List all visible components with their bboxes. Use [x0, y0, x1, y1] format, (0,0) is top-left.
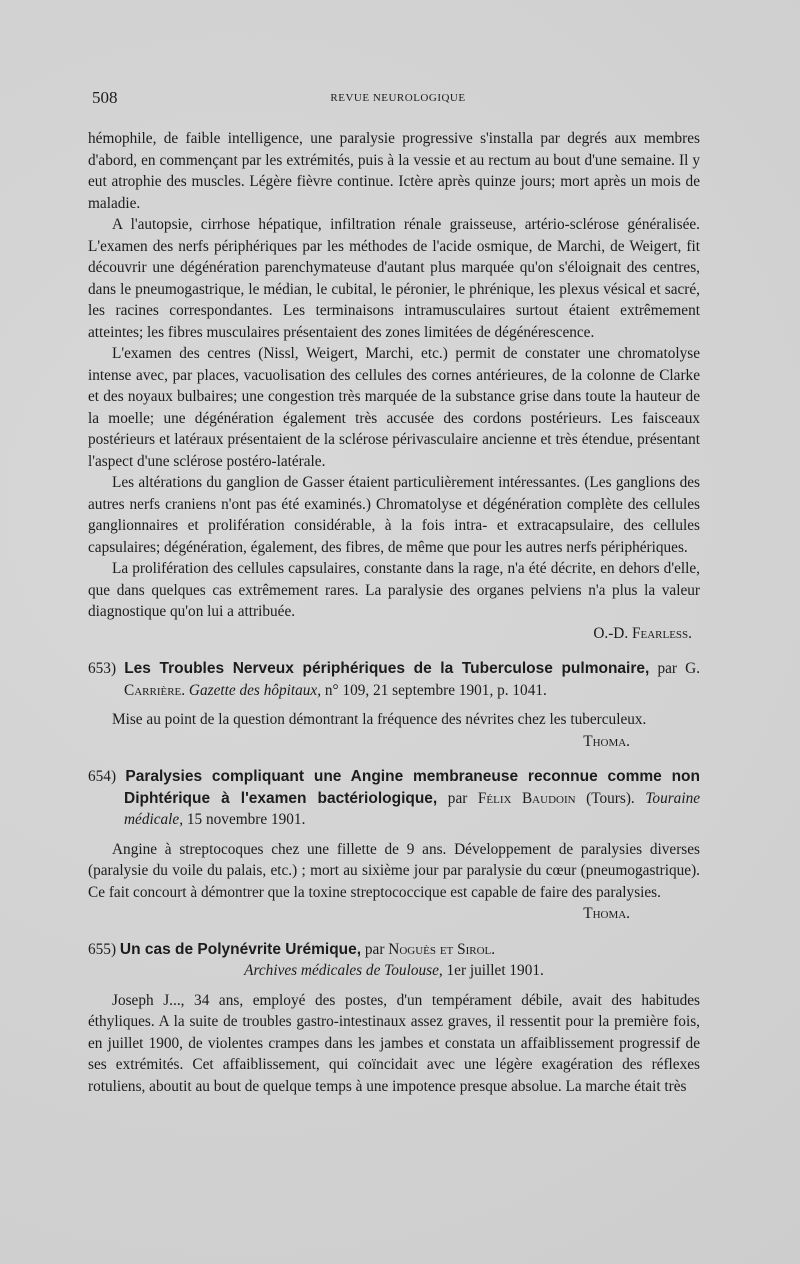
entry-details: 1er juillet 1901. — [446, 962, 544, 979]
review-entry — [88, 658, 700, 752]
entry-summary: Joseph J..., 34 ans, employé des postes, d'un tempérament débile, avait des habitudes éthyliques. A la suite de troubles gastro-intestinaux assez graves, il ressentit pour la première fois, en juillet 1900, de violentes crampes dans les jambes et constata un affaiblissement progressif de ses extrémités. Cet affaiblissement, qui coïncidait avec une légère exagération des réflexes rotuliens, aboutit au bout de quelque temps à une impotence presque absolue. La marche était très — [88, 991, 700, 1095]
signature: Thoma. — [583, 905, 630, 922]
entry-heading — [88, 658, 700, 701]
signature: Thoma. — [583, 732, 630, 750]
entry-details: n° 109, 21 septembre 1901, p. 1041. — [324, 681, 547, 699]
entry-by: par — [447, 789, 468, 807]
summary-text: Mise au point de la question démontrant la fréquence des névrites chez les tuberculeux. — [112, 711, 647, 728]
entry-by: par — [364, 940, 385, 958]
review-entry — [88, 766, 700, 925]
entry-source: Gazette des hôpitaux, — [188, 681, 322, 699]
entry-title: Les Troubles Nerveux périphériques de la Tuberculose pulmonaire, — [124, 660, 650, 677]
paragraph: hémophile, de faible intelligence, une paralysie progressive s'installa par degrés aux membres d'abord, en commençant par les extrémités, puis à la vessie et au rectum au bout d'une semaine. Il y eut atrophie des muscles. Légère fièvre continue. Ictère après quinze jours; mort après un mois de maladie. — [88, 130, 700, 212]
paragraph: La prolifération des cellules capsulaires, constante dans la rage, n'a été décrite, en dehors d'elle, que dans quelques cas extrêmement rares. La paralysie des organes pelviens n'a plus la valeur diagnostique qu'on lui a attribuée. — [88, 560, 700, 620]
entry-by: par — [657, 660, 678, 677]
paragraph: Les altérations du ganglion de Gasser étaient particulièrement intéressantes. (Les ganglions des autres nerfs craniens n'ont pas été examinés.) Chromatolyse et dégénération complète des cellules ganglionnaires et prolifération considérable, à la fois intra- et extracapsulaire, des cellules capsulaires; dégénération, également, des fibres, de même que pour les autres nerfs périphériques. — [88, 474, 700, 556]
entry-number: 655) — [88, 940, 117, 958]
entry-author: Félix Baudoin — [477, 789, 576, 807]
page-number: 508 — [92, 88, 118, 107]
paragraph: L'examen des centres (Nissl, Weigert, Marchi, etc.) permit de constater une chromatolyse intense avec, par places, vacuolisation des cellules des cornes antérieures, de la colonne de Clarke et des noyaux bulbaires; une congestion très marquée de la substance grise dans toute la hauteur de la moelle; une dégénération également très accusée des cordons postérieurs. Les faisceaux postérieurs et latéraux présentaient de la sclérose périvasculaire ancienne et très étendue, présentant l'aspect d'une sclérose postéro-latérale. — [88, 345, 700, 470]
entry-source-line — [88, 960, 700, 982]
entry-summary — [88, 839, 700, 925]
entry-summary — [88, 709, 700, 752]
signature: O.-D. Fearless. — [593, 624, 692, 642]
entry-title: Paralysies compliquant une Angine membraneuse reconnue comme non Diphtérique à l'examen bactériologique, — [124, 768, 700, 807]
entry-source: Archives médicales de Toulouse, — [244, 962, 443, 979]
page-header — [92, 88, 704, 108]
entry-title: Un cas de Polynévrite Urémique, — [119, 940, 362, 958]
paragraph: A l'autopsie, cirrhose hépatique, infiltration rénale graisseuse, artério-sclérose généralisée. L'examen des nerfs périphériques par les méthodes de l'acide osmique, de Marchi, de Weigert, fit découvrir une dégénération parenchymateuse d'autant plus marquée qu'on s'éloignait des centres, dans le pneumogastrique, le médian, le cubital, le péronier, le phrénique, les plexus vésical et sacré, les racines correspondantes. Les terminaisons intramusculaires surtout étaient extrêmement atteintes; les fibres musculaires présentaient des zones limitées de dégénérescence. — [88, 216, 700, 341]
entry-details: 15 novembre 1901. — [186, 811, 306, 828]
entry-number: 653) — [88, 660, 117, 677]
entry-place: (Tours). — [586, 789, 635, 807]
running-head: REVUE NEUROLOGIQUE — [330, 92, 466, 104]
page-body — [88, 128, 700, 1097]
review-entry — [88, 939, 700, 1098]
entry-author: Noguès et Sirol. — [388, 940, 496, 958]
entry-number: 654) — [88, 768, 117, 785]
entry-heading — [88, 766, 700, 831]
entry-author: G. Carrière. — [124, 660, 701, 699]
entry-source: Touraine médicale, — [124, 789, 701, 828]
entry-heading — [88, 939, 700, 961]
summary-text: Angine à streptocoques chez une fillette de 9 ans. Développement de paralysies diverses (paralysie du voile du palais, etc.) ; mort au sixième jour par paralysie du cœur (pneumogastrique). Ce fait concourt à démontrer que la toxine streptococcique est capable de faire des paralysies. — [88, 840, 700, 901]
